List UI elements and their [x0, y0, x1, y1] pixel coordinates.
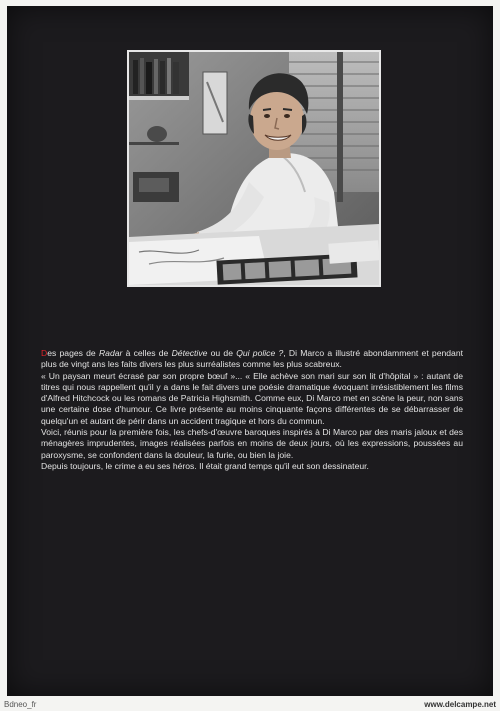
- paragraph-2: « Un paysan meurt écrasé par son propre bœuf »... « Elle achève son mari sur son lit d'hôpital » : autant de titres qui nous rappellent qu'il y a dans le fait divers une poésie dramatique évoquant irrésistiblement les films d'Alfred Hitchcock ou les romans de Patricia Highsmith. Comme eux, Di Marco met en scène la peur, non sans une certaine dose d'humour. Ce livre présente au moins cinquante façons différentes de se débarrasser de quelqu'un et autant de périr dans un accident tragique et hors du commun.: [41, 370, 463, 426]
- watermark-left: Bdneo_fr: [4, 700, 37, 709]
- title-qui-police: Qui police ?: [236, 348, 284, 358]
- watermark-footer: [0, 698, 500, 711]
- watermark-right: www.delcampe.net: [424, 700, 496, 709]
- title-radar: Radar: [98, 348, 123, 358]
- blurb-text: [41, 348, 463, 472]
- author-photo-image: [129, 52, 379, 285]
- paragraph-1: Des pages de Radar à celles de Détective ou de Qui police ?, Di Marco a illustré abondamment et pendant plus de vingt ans les faits divers les plus surréalistes comme les plus scabreux.: [41, 348, 463, 370]
- paragraph-3: Voici, réunis pour la première fois, les chefs-d'œuvre baroques inspirés à Di Marco par des maris jaloux et des ménagères imprudentes, images réalisées parfois en moins de deux jours, où les expressions, poussées au paroxysme, se confondent dans la douleur, la furie, ou bien la joie.: [41, 427, 463, 460]
- drop-cap: D: [41, 348, 48, 358]
- title-detective: Détective: [171, 348, 208, 358]
- back-cover: [7, 6, 493, 696]
- paragraph-4: Depuis toujours, le crime a eu ses héros. Il était grand temps qu'il eut son dessinateur.: [41, 460, 369, 471]
- author-photo: [127, 50, 381, 287]
